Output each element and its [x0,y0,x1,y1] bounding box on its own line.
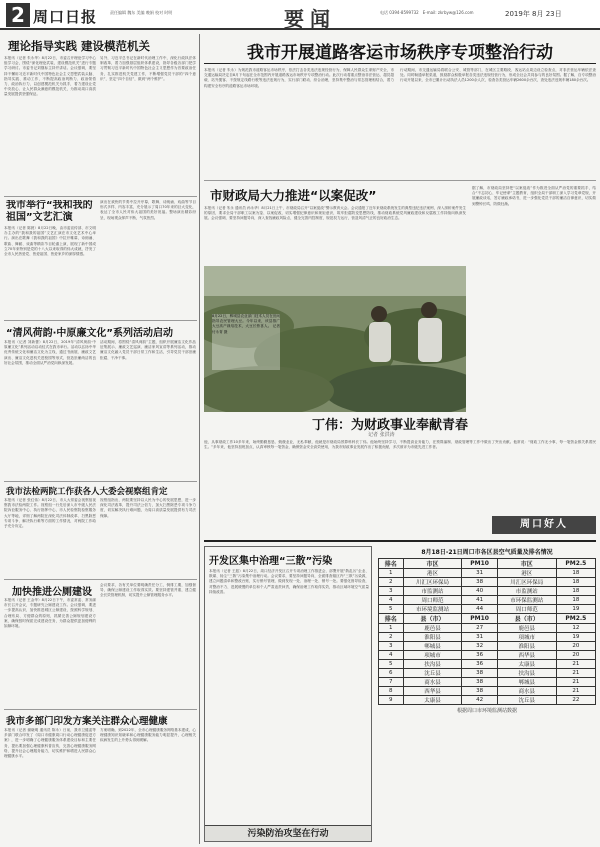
table-header-cell: 排名 [379,559,404,569]
table-cell: 西华县 [403,687,462,696]
table-row [379,642,596,651]
article-toilet-body: 本报讯（记者 王金华）8月22日下午，市委常委、常务副市长召开会议，专题研究公厕建设工作。会议强调，要进一步提高认识，加快推进城区公厕建设，按照科学规划、合理布局、方便群众的原则，抓紧完善公厕规划建设方案，确保按时保质完成建设任务，为群众提供更加便利的如厕环境。 [4,598,96,629]
masthead [0,0,600,30]
table-cell: 1 [379,624,404,633]
phone-line [380,10,474,16]
table-cell: 7 [379,678,404,687]
table-cell: 36 [462,660,497,669]
headline-theory: 理论指导实践 建设模范机关 [8,39,151,53]
table-cell: 42 [462,696,497,705]
article-theory-lead: 本报讯（记者 朱永华）8月22日，市委召开理论学习中心组学习会，围绕“深化理论武装，建设模范机关”进行专题学习研讨。市委书记刘继标主持并讲话。会议强调，要坚持不懈用习近平新时代中国特色社会主义思想武装头脑、指导实践、推动工作，不断提高政治判断力、政治领悟力、政治执行力，以创建模范机关为抓手，着力建设让党中央放心、让人民群众满意的模范机关，为推动周口高质量发展提供坚强保证。 [4,56,96,97]
table-cell: 36 [462,651,497,660]
table-cell: 21 [556,660,595,669]
column-divider [199,34,200,844]
table-cell: 淮阳县 [497,642,556,651]
table-cell: 31 [462,569,497,578]
table-cell: 6 [379,669,404,678]
table-cell: 31 [462,633,497,642]
table-cell: 市环境监测站 [403,605,462,614]
table-cell: 项城市 [497,633,556,642]
table-cell: 鹿邑县 [403,624,462,633]
headline-concert: 我市举行“我和我的祖国”文艺汇演 [6,200,93,223]
table-row [379,687,596,696]
headline-clean-culture: “清风荷韵·中原廉文化”系列活动启动 [6,328,173,339]
table-cell: 38 [462,669,497,678]
table-header-cell: PM10 [462,614,497,624]
article-mental-health-body: 本报讯（记者 谢晓明 通讯员 陈永）日前，我市卫健委等多部门联合印发了《周口市健康周口行动心理健康促进方案》，进一步明确了心理健康服务体系建设目标和主要任务，提出要加强心理健康科普宣传，完善心理健康服务网络，提升社会心理服务能力，切实维护和增进人民群众心理健康水平。 [4,728,96,759]
table-header-cell: PM2.5 [556,559,595,569]
article-clean-culture-body: 本报讯（记者 刘新蕾）8月22日，2019年“清风荷韵·中原廉文化”系列活动启动仪式在我市举行。活动以弘扬中华优秀传统文化和廉洁文化为主线，通过书画展、廉政文艺演出、廉洁文化进机关进校园等形式，营造崇廉尚洁的良好社会氛围，推动全面从严治党向纵深发展。 [4,340,96,365]
divider [4,481,197,482]
table-cell: 18 [556,587,595,596]
table-row [379,624,596,633]
air-table-title: 8月18日-21日周口市各区县空气质量及排名情况 [421,549,553,556]
table-row [379,605,596,614]
photo-caption [212,314,280,370]
air-quality-table [378,558,596,705]
main-article-lead: 本报讯（记者 朱永）为规范我市道路客运市场秩序，依法打击各类违法违规经营行为，保障人民群众生命财产安全，市交通运输局决定自8月下旬起在全市范围内开展道路客运市场秩序专项整治行动。此次行动将重点整治非法营运、超员超载、站外揽客、不按规定线路行驶等违法违规行为，实行部门联动、综合治理，坚持集中整治与常态管理相结合，着力构建安全有序的道路客运市场环境。 [204,68,394,88]
main-article-body: 行动期间，市交通运输局将联合公安、城管等部门，在城区主要路段、客运站点周边设立检查点，对非法营运车辆依法查处。同时畅通举报渠道，鼓励群众积极举报各类违法违规经营行为，形成全社会共同参与的良好氛围。据了解，自专项整治行动开展以来，全市已累计出动执法人员1200余人次，检查各类营运车辆2600余台次，查处违法违规车辆180余台次。 [400,68,596,83]
table-cell: 3 [379,642,404,651]
table-cell: 18 [556,578,595,587]
headline-finance: 市财政局大力推进“以案促改” [210,188,377,203]
table-cell: 川汇区环保局 [403,578,462,587]
table-row [379,669,596,678]
table-cell: 淮阳县 [403,633,462,642]
divider [4,579,197,580]
headline-main: 我市开展道路客运市场秩序专项整治行动 [247,43,553,63]
table-cell: 44 [462,605,497,614]
table-cell: 周口师范 [403,596,462,605]
section-rule [204,540,596,542]
table-header-row [379,614,596,624]
table-cell: 4 [379,596,404,605]
table-cell: 太康县 [403,696,462,705]
table-cell: 20 [556,642,595,651]
headline-rule [204,63,596,64]
table-header-cell: 排名 [379,614,404,624]
table-cell: 市环保监测站 [497,596,556,605]
article-concert-body2: 演出在欢快的节奏中拉开序幕，歌舞、诗朗诵、戏曲等节目形式多样、内容丰富，充分展示了周口70年来的巨大变化，表达了全市人民对伟大祖国的美好祝福。整场演出精彩纷呈，现场观众掌声不断，气氛热烈。 [100,200,196,220]
article-mental-health-body2: 方案明确，到2022年，全市心理健康服务网络基本建成，心理健康知识知晓率和心理健康服务能力明显提升，心理相关疾病发生的上升势头得到缓解。 [100,728,196,743]
divider [4,196,197,197]
table-row [379,569,596,578]
table-cell: 21 [556,669,595,678]
table-row [379,696,596,705]
table-cell: 川汇区环保局 [497,578,556,587]
section-title: 要闻 [284,7,336,31]
phone: 电话 0394-8599732 [380,10,419,15]
article-concert-body: 本报讯（记者 陈晨）8月22日晚，由市委宣传部、市文明办主办的“我和我的祖国”文艺汇演在市文化艺术中心举行。演出在歌舞《我和我的祖国》中拉开帷幕，诗朗诵、歌曲、舞蹈、戏曲等精彩节目轮番上演，展现了新中国成立70年来特别是党的十八大以来取得的伟大成就，抒发了全市人民热爱党、热爱祖国、热爱家乡的深厚情感。 [4,226,96,257]
table-cell: 西华县 [497,651,556,660]
table-cell: 鹿邑县 [497,624,556,633]
field-photo [204,266,466,412]
table-cell: 港区 [403,569,462,578]
article-court-body: 本报讯（记者 张红伟）8月22日，市人大常委会视察组视察我市法检两院工作。视察组一行先后深入市中级人民法院诉讼服务中心、执行指挥中心，市人民检察院检察服务大厅等地，详细了解两院在深化司法体制改革、扫黑除恶专项斗争、解决执行难等方面的工作情况，对两院工作给予充分肯定。 [4,498,96,529]
table-row [379,587,596,596]
table-header-cell: PM2.5 [556,614,595,624]
table-cell: 项城市 [403,651,462,660]
table-cell: 19 [556,605,595,614]
profile-body: 他，从事财政工作10多年来，始终勤勤恳恳、兢兢业业，无私奉献，他就是市财政局预算科科长丁伟。他始终坚持学习，不断提高业务能力，在预算编制、财政管理等工作中做出了突出贡献。他常说：“财政工作无小事，每一笔资金都关系着民生。”多年来，他坚持加班加点，认真审核每一笔资金，确保资金安全高效使用，为我市财政事业发展作出了积极贡献，多次被评为市级先进工作者。 [204,440,596,450]
table-cell: 21 [556,687,595,696]
table-row [379,660,596,669]
table-cell: 市监测站 [497,587,556,596]
divider [4,709,197,710]
table-cell: 1 [379,569,404,578]
table-cell: 18 [556,569,595,578]
table-header-cell: 县（市） [403,614,462,624]
table-cell: 郸城县 [403,642,462,651]
table-cell: 港区 [497,569,556,578]
table-cell: 38 [462,578,497,587]
divider [204,180,596,181]
table-cell: 40 [462,587,497,596]
table-cell: 27 [462,624,497,633]
table-cell: 5 [379,660,404,669]
table-cell: 3 [379,587,404,596]
table-cell: 商水县 [497,687,556,696]
table-header-cell: 县（市） [497,614,556,624]
table-cell: 扶沟县 [497,669,556,678]
table-cell: 32 [462,642,497,651]
table-cell: 2 [379,633,404,642]
finance-side-body: 据了解，市财政局坚持把“以案促改”作为推进全面从严治党的重要抓手，结合“不忘初心、牢记使命”主题教育，组织全局干部职工深入学习党章党规，开展廉政谈话，签订廉政承诺书，进一步强化党员干部的廉洁自律意识，切实做到警钟长鸣、防微杜渐。 [472,186,596,206]
table-cell: 18 [556,596,595,605]
table-cell: 19 [556,633,595,642]
table-cell: 4 [379,651,404,660]
profile-byline: 记者 张洪涛 [368,432,395,438]
table-cell: 太康县 [497,660,556,669]
article-toilet-body2: 会议要求，各有关单位要明确责任分工，倒排工期，加强督导，确保公厕建设工作取得实效。要坚持建管并重，建立健全长效管理机制，切实提升公厕管理服务水平。 [100,583,196,598]
table-header-cell: 市区 [497,559,556,569]
table-cell: 沈丘县 [497,696,556,705]
table-row [379,578,596,587]
photo-credit: 记者 付永青 摄 [212,324,280,334]
headline-mental-health: 我市多部门印发方案关注群众心理健康 [6,716,168,727]
table-cell: 38 [462,687,497,696]
article-clean-culture-body2: 活动期间，将围绕“清风荷韵”主题，组织开展廉洁文化作品征集展示、廉政文艺巡演、廉洁家风宣讲等系列活动，推动廉洁文化融入党员干部日常工作和生活，引导党员干部崇廉拒腐、干净干事。 [100,340,196,360]
air-table-source: 根据周口市环境监测站数据 [456,708,517,714]
table-row [379,651,596,660]
air-quality-table-panel [378,548,596,842]
table-cell: 周口师范 [497,605,556,614]
newspaper-logo: 周口日报 [33,8,98,26]
table-cell: 38 [462,678,497,687]
table-cell: 商水县 [403,678,462,687]
table-cell: 12 [556,624,595,633]
table-cell: 21 [556,678,595,687]
email: E-mail: zkrbyw@126.com [422,10,474,15]
table-cell: 郸城县 [497,678,556,687]
table-cell: 20 [556,651,595,660]
headline-dev-zone: 开发区集中治理“三散”污染 [209,556,333,567]
page-number: 2 [6,3,30,27]
issue-date: 2019年 8月 23日 [505,10,562,18]
article-theory-body: 另外，习近平总书记在新时代治理工作中，深化行政执法体制改革，着力加强基层组织体系建设，指导各级各部门把学习贯彻习近平新时代中国特色社会主义思想作为首要政治任务，扎实推进机关党建工作，不断增强党员干部的“四个意识”，坚定“四个自信”，做到“两个维护”。 [100,56,196,81]
article-court-body2: 视察组指出，两院要坚持以人民为中心的发展思想，进一步深化司法改革，提升司法公信力，加大扫黑除恶专项斗争力度，切实解决执行难问题，为周口高质量发展提供有力司法保障。 [100,498,196,518]
table-cell: 扶沟县 [403,660,462,669]
table-cell: 8 [379,687,404,696]
editor-line: 责任编辑 魏东 美编 晚娟 校对 时明 [110,10,173,15]
table-cell: 沈丘县 [403,669,462,678]
table-header-row [379,559,596,569]
table-row [379,633,596,642]
table-cell: 5 [379,605,404,614]
table-cell: 市监测站 [403,587,462,596]
good-people-banner: 周口好人 [492,516,596,534]
divider [4,320,197,321]
table-header-cell: PM10 [462,559,497,569]
pollution-banner: 污染防治攻坚在行动 [205,825,371,841]
dev-zone-body: 本报讯（记者 王振）8月22日，周口经济开发区召开专项治理工作推进会，部署开展“散乱污”企业、散煤、扬尘“三散”污染集中治理行动。会议要求，要坚持问题导向，全面排查辖区内“三散”污染源，建立问题清单和整改台账，实行销号管理，做到发现一处、治理一处、销号一处。要强化督导检查，对整治不力、进展缓慢的单位和个人严肃追责问责，确保治理工作取得实效，推动区域环境空气质量持续改善。 [209,569,369,594]
table-cell: 41 [462,596,497,605]
headline-profile: 丁伟：为财政事业奉献青春 [312,418,469,433]
table-header-cell: 市区 [403,559,462,569]
table-cell: 9 [379,696,404,705]
headline-court-inspection: 我市法检两院工作获各人大委会视察组肯定 [6,487,168,497]
table-row [379,596,596,605]
table-cell: 22 [556,696,595,705]
finance-body: 本报讯（记者 朱永 通讯员 孙永华）8月21日上午，市财政局召开“以案促改”警示教育大会。会议通报了近年来财政系统发生的典型违纪违法案例，深入剖析案件发生的原因，要求全局干部职工以案为鉴、以案促改，切实增强纪律意识和规矩意识，筑牢拒腐防变思想防线，推动财政系统党风廉政建设和反腐败工作持续向纵深发展。会议强调，要坚持问题导向，深入查找廉政风险点，健全完善内控制度，规范权力运行，营造风清气正的良好政治生态。 [204,206,466,221]
photo-caption-text: 8月22日，郸城县农业部门技术人员在田间指导农民管理大豆。今年以来，该县推广大豆高产栽培技术，大豆长势喜人。 [212,314,280,329]
dev-zone-box [204,546,372,842]
table-row [379,678,596,687]
headline-toilet: 加快推进公厕建设 [12,587,92,598]
table-cell: 2 [379,578,404,587]
